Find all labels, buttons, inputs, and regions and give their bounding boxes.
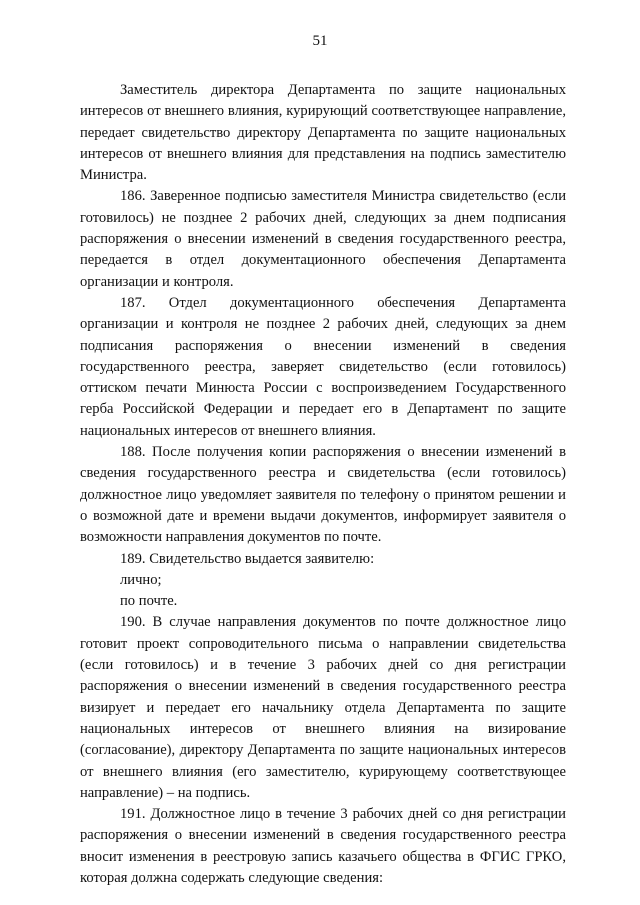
paragraph-188: 188. После получения копии распоряжения о внесении изменений в сведения государственного реестра и свидетельства (если готовилось) должностное лицо уведомляет заявителя по телефону о принятом решении и о возможной дате и времени выдачи документов, информирует заявителя о возможности направления документов по почте. [80,444,566,546]
paragraph-190: 190. В случае направления документов по почте должностное лицо готовит проект сопроводительного письма о направлении свидетельства (если готовилось) и в течение 3 рабочих дней со дня регистрации распоряжения о внесении изменений в сведения государственного реестра визирует и передает его начальнику отдела Департамента по защите национальных интересов от внешнего влияния на визирование (согласование), директору Департамента по защите национальных интересов от внешнего влияния (его заместителю, курирующему соответствующее направление) – на подпись. [80,614,566,801]
document-body [80,80,566,889]
paragraph-187: 187. Отдел документационного обеспечения Департамента организации и контроля не позднее 2 рабочих дней, следующих за днем подписания распоряжения о внесении изменений в сведения государственного реестра, заверяет свидетельство (если готовилось) оттиском печати Минюста России с воспроизведением Государственного герба Российской Федерации и передает его в Департамент по защите национальных интересов от внешнего влияния. [80,294,566,439]
page-number: 51 [312,33,328,49]
paragraph-191: 191. Должностное лицо в течение 3 рабочих дней со дня регистрации распоряжения о внесении изменений в сведения государственного реестра вносит изменения в реестровую запись казачьего общества в ФГИС ГРКО, которая должна содержать следующие сведения: [80,806,566,886]
paragraph-continuation: Заместитель директора Департамента по защите национальных интересов от внешнего влияния, курирующий соответствующее направление, передает свидетельство директору Департамента по защите национальных интересов от внешнего влияния для представления на подпись заместителю Министра. [80,82,566,184]
paragraph-189-item-by-mail: по почте. [120,593,178,610]
paragraph-189-item-in-person: лично; [120,571,162,588]
paragraph-186: 186. Заверенное подписью заместителя Министра свидетельство (если готовилось) не позднее 2 рабочих дней, следующих за днем подписания распоряжения о внесении изменений в сведения государственного реестра, передается в отдел документационного обеспечения Департамента организации и контроля. [80,188,566,290]
paragraph-189: 189. Свидетельство выдается заявителю: [120,550,375,567]
